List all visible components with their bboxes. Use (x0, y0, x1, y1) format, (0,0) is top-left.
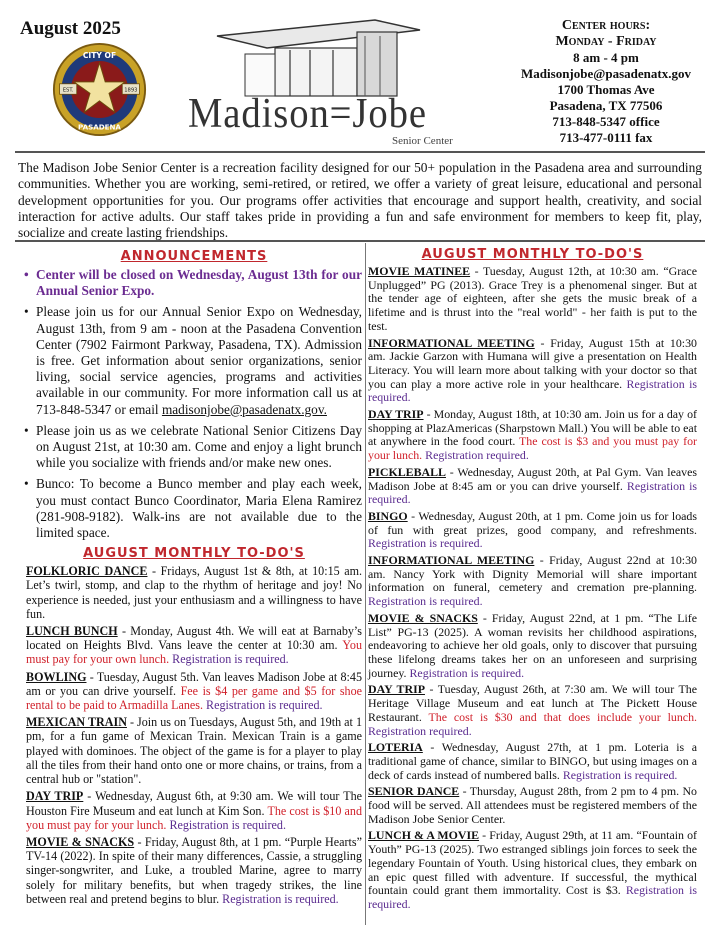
registration-note: Registration is required. (562, 767, 678, 782)
expo-notice: Please join us for our Annual Senior Expo on Wednesday, August 13th, from 9 am - noon at the Pasadena Convention Center (7902 Fairmont Parkway, Pasadena, TX). Admission is free. Get information about senior organizations, senior living, social service agencies, programs and activities available in our community. For more information call us at 713-848-5347 or email (36, 304, 362, 417)
list-item (26, 624, 362, 667)
list-item (368, 337, 697, 406)
registration-note: Registration is required. (368, 376, 697, 405)
list-item (368, 785, 697, 826)
event-cost-note: The cost is $3 and you must pay for your lunch. (368, 434, 697, 463)
event-title: INFORMATIONAL MEETING (368, 335, 535, 350)
bullet-icon: • (24, 304, 29, 320)
event-title: LUNCH & A MOVIE (368, 828, 480, 843)
seal-text-top: CITY OF (82, 51, 117, 61)
list-item (368, 265, 697, 334)
list-item (26, 564, 362, 621)
left-todo-heading: AUGUST MONTHLY TO-DO'S (83, 546, 305, 562)
event-title: DAY TRIP (368, 407, 424, 422)
event-title: DAY TRIP (368, 682, 425, 697)
event-title: DAY TRIP (26, 789, 84, 804)
seal-text-bottom: PASADENA (78, 122, 121, 132)
left-column (26, 245, 362, 909)
registration-note: Registration is required. (172, 652, 289, 667)
right-events-list (368, 265, 697, 912)
intro-paragraph: The Madison Jobe Senior Center is a recreation facility designed for our 50+ population in the Pasadena area and surrounding communities. Whether you are working, semi-retired, or retired, we offer a variety of great leisure, educational and personal development opportunities for you. Our programs offer activities that encourage and support health, creativity, and social interaction for active adults. Our staff takes pride in providing a fun and safe environment for members to keep fit, play, socialize and create lasting friendships. (18, 160, 702, 241)
seniors-day-notice: Please join us as we celebrate National Senior Citizens Day on August 21st, at 10:30 am. Come and enjoy a light brunch while you socialize with friends and/or make new ones. (36, 422, 362, 471)
list-item (26, 715, 362, 786)
list-item (368, 741, 697, 782)
registration-note: Registration is required. (169, 817, 286, 832)
list-item (368, 612, 697, 681)
registration-note: Registration is required. (368, 594, 483, 609)
event-description: - Friday, August 29th, at 11 am. “Fountain of Youth” PG-13 (2025). Two estranged siblings join forces to seek the legendary Fountain of Youth. Using historical clues, they embark on an epic quest filled with adventure. If successful, the mythical fountain could grant them immortality. Cost is $3. (368, 828, 698, 898)
event-title: INFORMATIONAL MEETING (368, 553, 535, 568)
event-description: - Friday, August 22nd at 10:30 am. Nancy York with Dignity Memorial will share important information on funeral, cemetery and cremation pre-planning. (368, 553, 697, 595)
event-description: - Wednesday, August 27th, at 1 pm. Loteria is a traditional game of chance, similar to BINGO, but using images on a deck of cards instead of numbered balls. (368, 740, 697, 782)
list-item (368, 683, 697, 738)
event-title: MOVIE & SNACKS (26, 834, 135, 849)
event-title: BINGO (368, 508, 408, 523)
list-item (26, 423, 362, 472)
registration-note: Registration is required. (222, 891, 339, 906)
event-title: BOWLING (26, 669, 87, 684)
bullet-icon: • (24, 422, 29, 438)
event-description: - Wednesday, August 20th, at Pal Gym. Van leaves Madison Jobe at 8:45 am or you can drive yourself. (368, 464, 697, 493)
list-item (368, 554, 697, 609)
event-description: - Thursday, August 28th, from 2 pm to 4 pm. No food will be served. All attendees must be registered members of the Madison Jobe Senior Center. (368, 784, 697, 826)
event-description: - Friday, August 15th at 10:30 am. Jackie Garzon with Humana will give a presentation on Health Literacy. You will learn more about talking with your doctor so that you can play a more active role in your healthcare. (368, 335, 697, 391)
list-item (368, 466, 697, 507)
event-description: - Friday, August 8th, at 1 pm. “Purple Hearts” TV-14 (2022). In spite of their many differences, Cassie, a struggling singer-songwriter, and Luke, a troubled Marine, agree to marry solely for military benefits, but when tragedy strikes, the line between real and pretend begins to blur. (26, 834, 362, 906)
newsletter-month: August 2025 (20, 18, 121, 39)
event-description: - Fridays, August 1st & 8th, at 10:15 am. Let’s twirl, stomp, and clap to the rhythm of heritage and joy! No experience is needed, just your enthusiasm and a willingness to have fun. (26, 564, 362, 621)
building-logo-graphic (215, 14, 430, 100)
list-item (368, 829, 697, 911)
event-description: - Wednesday, August 20th, at 1 pm. Come join us for loads of fun with great prizes, good company, and refreshments. (368, 508, 697, 537)
list-item (26, 267, 362, 299)
event-description: - Wednesday, August 6th, at 9:30 am. We will tour The Houston Fire Museum and eat lunch at Kim Son. (26, 789, 362, 818)
list-item (26, 476, 362, 541)
closed-notice: Center will be closed on Wednesday, August 13th for our Annual Senior Expo. (36, 267, 362, 299)
column-divider (365, 243, 366, 925)
office-phone: 713-848-5347 office (552, 114, 660, 129)
event-title: PICKLEBALL (368, 464, 446, 479)
event-cost-note: The cost is $10 and you must pay for your lunch. (26, 803, 362, 832)
registration-note: Registration required. (425, 448, 529, 463)
announcements-heading: ANNOUNCEMENTS (120, 249, 268, 264)
event-title: LUNCH BUNCH (26, 624, 118, 639)
seal-year: 1893 (124, 87, 138, 94)
left-events-list (26, 564, 362, 906)
right-column (368, 245, 697, 915)
seal-est: EST. (62, 87, 74, 94)
event-title: FOLKLORIC DANCE (26, 564, 148, 579)
bullet-icon: • (24, 476, 29, 492)
event-cost-note: You must pay for your own lunch. (26, 638, 362, 667)
expo-email-link[interactable]: madisonjobe@pasadenatx.gov. (161, 401, 327, 417)
event-description: - Monday, August 18th, at 10:30 am. Join us for a day of shopping at PlazAmericas (Sharpstown Mall.) You will be able to eat at anywhere in the food court. (368, 407, 697, 449)
center-logo-name: Madison=Jobe (188, 91, 427, 137)
event-cost-note: The cost is $30 and that does include your lunch. (428, 709, 697, 724)
event-title: LOTERIA (368, 740, 423, 755)
hours-title: Center hours: (561, 18, 651, 33)
event-title: MOVIE MATINEE (368, 264, 471, 278)
list-item (26, 670, 362, 713)
event-title: SENIOR DANCE (368, 784, 460, 799)
list-item (26, 304, 362, 417)
intro-divider (15, 240, 705, 242)
list-item (368, 510, 697, 551)
event-description: - Tuesday, August 26th, at 7:30 am. We will tour The Heritage Village Museum and eat lunch at The Pickett House Restaurant. (368, 682, 697, 724)
event-description: - Tuesday, August 12th, at 10:30 am. “Grace Unplugged” PG (2013). Grace Trey is a phenomenal singer. But at the tender age of eighteen, after she gets the music break of a lifetime and is thrust into the "real world" - her faith is put to the test. (368, 264, 697, 333)
list-item (26, 835, 362, 906)
event-title: MOVIE & SNACKS (368, 610, 478, 625)
registration-note: Registration is required. (368, 478, 698, 507)
registration-note: Registration is required. (368, 536, 483, 551)
contact-email[interactable]: Madisonjobe@pasadenatx.gov (521, 66, 691, 81)
registration-note: Registration is required. (368, 883, 697, 911)
address-line-2: Pasadena, TX 77506 (549, 98, 663, 113)
event-title: MEXICAN TRAIN (26, 715, 127, 730)
list-item (26, 789, 362, 832)
contact-info (500, 18, 712, 146)
registration-note: Registration required. (368, 723, 472, 738)
event-description: - Tuesday, August 5th. Van leaves Madison Jobe at 8:45 am or you can drive yourself. (26, 669, 362, 698)
bullet-icon: • (24, 267, 29, 282)
event-description: - Join us on Tuesdays, August 5th, and 19th at 1 pm, for a fun game of Mexican Train. Mexican Train is a game played with dominoes. The object of the game is for a player to play all the tiles from their hand onto one or more chains, or trains, from a central hub or "station". (26, 715, 363, 787)
city-seal-logo (52, 42, 147, 137)
right-todo-heading: AUGUST MONTHLY TO-DO'S (421, 247, 644, 262)
address-line-1: 1700 Thomas Ave (557, 82, 655, 97)
event-description: - Friday, August 22nd, at 1 pm. “The Life List” PG-13 (2025). A woman revisits her childhood aspirations, endeavoring to achieve her old goals, only to discover that pursuing these lifelong dreams takes her on an unforeseen and surprising journey. (368, 610, 697, 680)
announcements-list (26, 267, 362, 541)
list-item (368, 408, 697, 463)
fax-number: 713-477-0111 fax (559, 130, 653, 145)
center-logo-subtitle: Senior Center (392, 135, 453, 147)
bunco-notice: Bunco: To become a Bunco member and play each week, you must contact Bunco Coordinator, Maria Elena Ramirez (281-908-9182). Walk-ins are not available due to the limited space. (36, 476, 362, 541)
event-cost-note: Fee is $4 per game and $5 for shoe rental to be paid to Armadilla Lanes. (26, 683, 363, 713)
registration-note: Registration is required. (206, 698, 323, 713)
event-description: - Monday, August 4th. We will eat at Barnaby’s located on Heights Blvd. Vans leave the center at 10:30 am. (26, 624, 362, 653)
hours-time: 8 am - 4 pm (573, 50, 639, 65)
header-divider (15, 151, 705, 153)
registration-note: Registration is required. (409, 665, 525, 680)
hours-days: Monday - Friday (555, 34, 657, 49)
